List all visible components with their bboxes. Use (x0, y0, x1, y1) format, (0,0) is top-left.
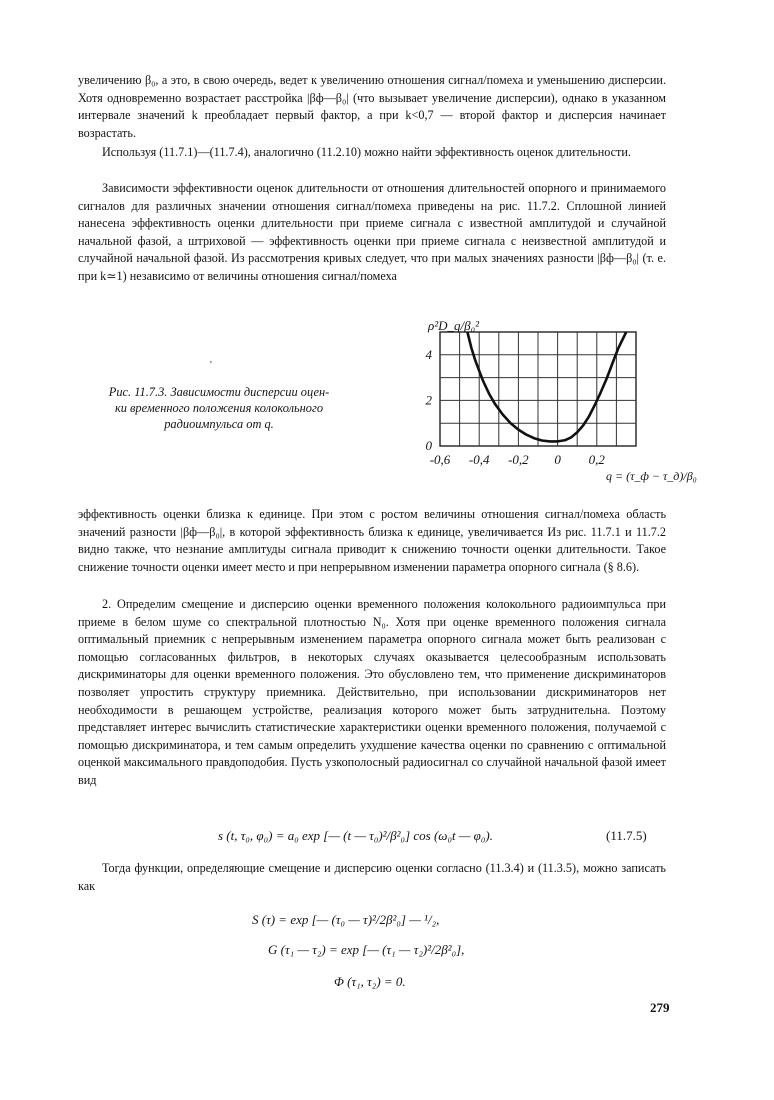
x-tick-label: -0,4 (468, 452, 490, 467)
paragraph-1: увеличению β₀, а это, в свою очередь, ведет к увеличению отношения сигнал/помеха и уменьшению дисперсии. Хотя одновременно возрастает расстройка |βф—β₀| (что вызывает увеличение дисперсии), однако в указанном интервале значений k преобладает первый фактор, а при k<0,7 — второй фактор и дисперсия начинает возрастать. (78, 73, 666, 140)
y-axis-label: ρ²D_q/β₀² (428, 318, 480, 333)
x-tick-label: 0,2 (588, 452, 605, 467)
dispersion-chart (400, 312, 697, 500)
paragraph-6: Тогда функции, определяющие смещение и дисперсию оценки согласно (11.3.4) и (11.3.5), можно записать как (78, 861, 666, 893)
figure-caption (78, 384, 360, 432)
x-tick-label: -0,2 (508, 452, 529, 467)
paragraph-4: эффективность оценки близка к единице. При этом с ростом величины отношения сигнал/помеха область значений разности |βф—β₀|, в которой эффективность близка к единице, увеличивается Из рис. 11.7.1 и 11.7.2 видно также, что незнание амплитуды сигнала приводит к снижению точности оценки длительности. Такое снижение точности оценки имеет место и при непрерывном изменении параметра опорного сигнала (§ 8.6). (78, 507, 666, 574)
stray-mark: ' (210, 360, 212, 371)
y-tick-label: 0 (425, 438, 432, 453)
equation-Phi: Φ (τ₁, τ₂) = 0. (334, 974, 406, 989)
series-dispersion-line (467, 332, 626, 441)
x-axis-label: q = (τ_ф − τ_д)/β₀ (606, 469, 697, 483)
paragraph-2: Используя (11.7.1)—(11.7.4), аналогично (11.2.10) можно найти эффективность оценок длительности. (102, 145, 631, 159)
equation-S: S (τ) = exp [— (τ₀ — τ)²/2β²₀] — ¹/₂, (252, 912, 440, 927)
equation-G: G (τ₁ — τ₂) = exp [— (τ₁ — τ₂)²/2β²₀], (268, 942, 465, 957)
caption-line-3: радиоимпульса от q. (164, 417, 274, 431)
y-tick-label: 4 (425, 346, 432, 362)
caption-line-1: Рис. 11.7.3. Зависимости дисперсии оцен- (108, 385, 330, 399)
y-tick-label: 2 (425, 392, 432, 408)
equation-11-7-5: s (t, τ₀, φ₀) = a₀ exp [— (t — τ₀)²/β²₀] cos (ω₀t — φ₀). (218, 828, 493, 843)
page-number: 279 (650, 1000, 670, 1015)
equation-number: (11.7.5) (606, 828, 647, 843)
paragraph-5: 2. Определим смещение и дисперсию оценки временного положения колокольного радиоимпульса при приеме в белом шуме со спектральной плотностью N₀. Хотя при оценке временного положения сигнала оптимальный приемник с непрерывным изменением параметра опорного сигнала может быть реализован с помощью согласованных фильтров, в некоторых случаях оказывается целесообразным использовать дискриминаторы для оценки временного положения. Это обусловлено тем, что применение дискриминаторов позволяет упростить структуру приемника. Действительно, при использовании дискриминаторов нет необходимости в решающем устройстве, реализация которого может быть затруднительна. Поэтому представляет интерес вычислить статистические характеристики оценки временного положения, получаемой с помощью дискриминатора, и тем самым определить ухудшение качества оценки по сравнению с оптимальной оценкой максимального правдоподобия. Пусть узкополосный радиосигнал со случайной начальной фазой имеет вид (78, 597, 666, 787)
x-tick-label: 0 (554, 452, 561, 467)
caption-line-2: ки временного положения колокольного (114, 401, 324, 415)
x-tick-label: -0,6 (429, 452, 451, 467)
paragraph-3: Зависимости эффективности оценок длительности от отношения длительностей опорного и принимаемого сигналов для различных значении отношения сигнал/помеха приведены на рис. 11.7.2. Сплошной линией нанесена эффективность оценки длительности при приеме сигнала с известной амплитудой и случайной начальной фазой, а штриховой — эффективность оценки при приеме сигнала с неизвестной амплитудой и случайной начальной фазой. Из рассмотрения кривых следует, что при малых значениях разности |βф—β₀| (т. е. при k≃1) независимо от величины отношения сигнал/помеха (78, 181, 666, 283)
